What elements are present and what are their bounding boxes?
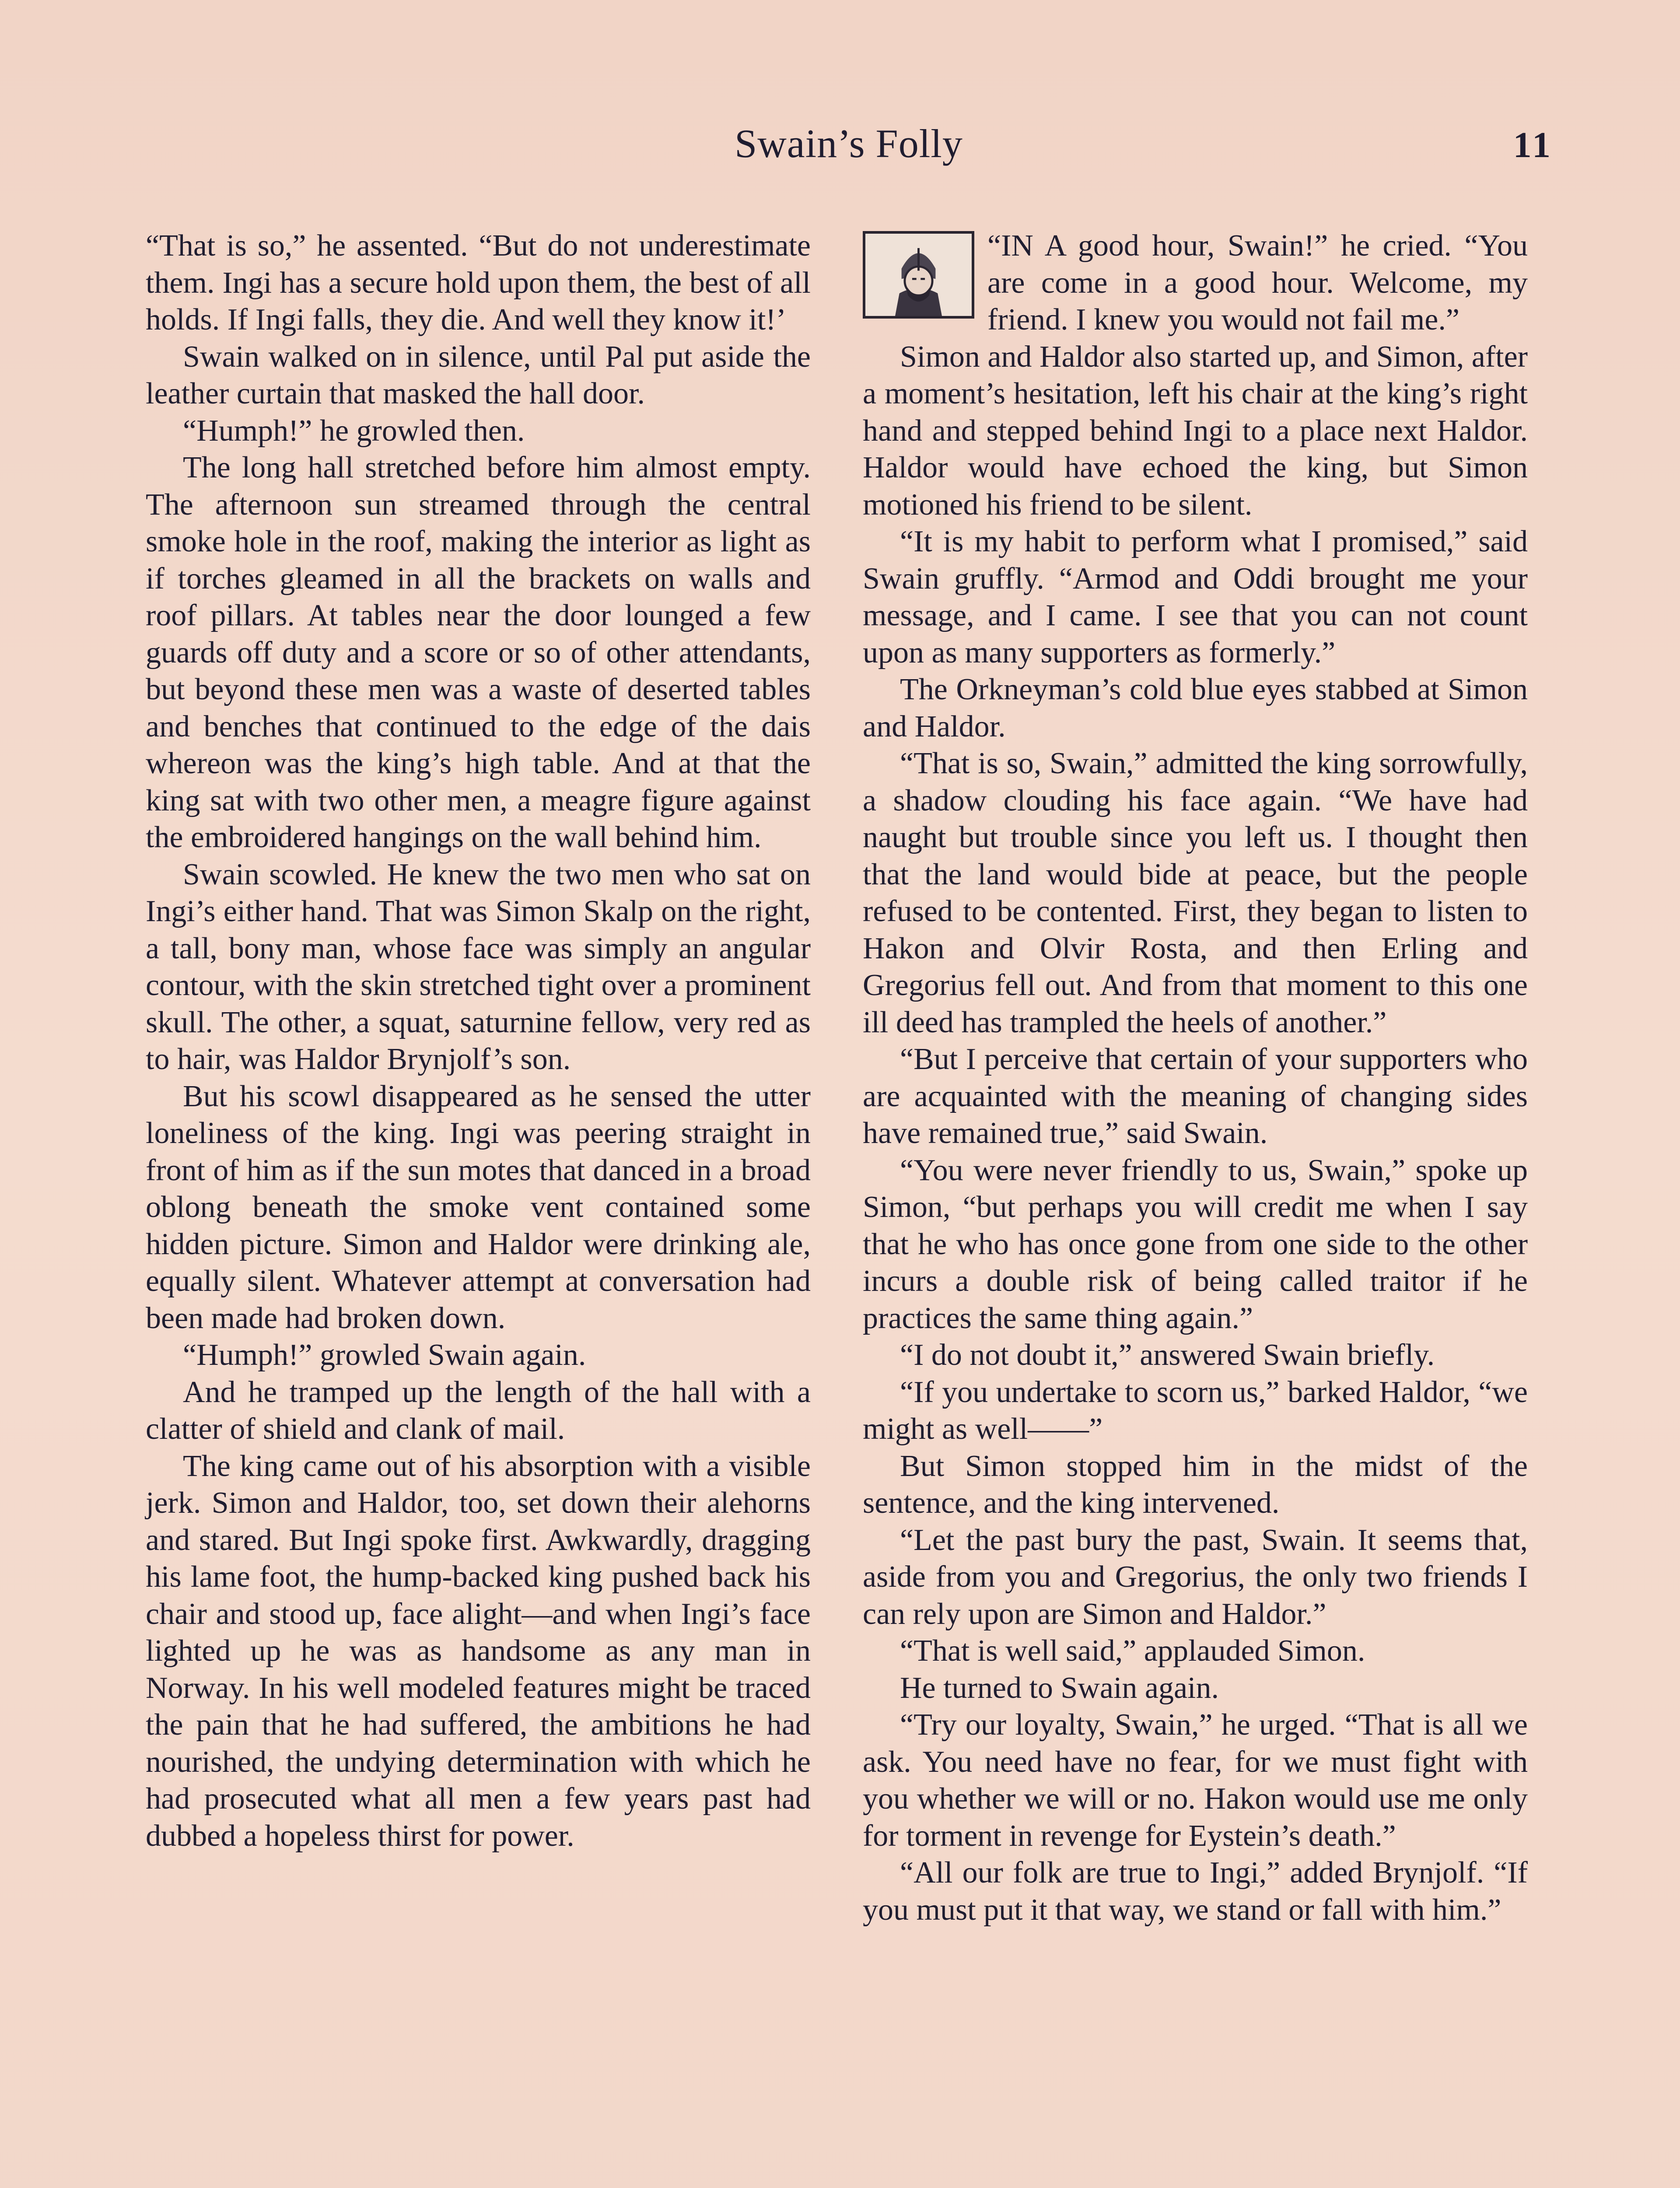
paragraph: “But I perceive that certain of your supporters who are acquainted with the meaning of changing sides have remained true,” said Swain. [863, 1042, 1528, 1150]
running-header [144, 120, 1553, 182]
paragraph: And he tramped up the length of the hall with a clatter of shield and clank of mail. [146, 1375, 811, 1446]
paragraph: “Try our loyalty, Swain,” he urged. “That is all we ask. You need have no fear, for we must fight with you whether we will or no. Hakon would use me only for torment in revenge for Eystein’s death.” [863, 1708, 1528, 1853]
paragraph: “It is my habit to perform what I promised,” said Swain gruffly. “Armod and Oddi brought me your message, and I came. I see that you can not count upon as many supporters as formerly.” [863, 525, 1528, 670]
paragraph: “That is so,” he assented. “But do not underestimate them. Ingi has a secure hold upon them, the best of all holds. If Ingi falls, they die. And well they know it!’ [146, 229, 811, 337]
paragraph: Swain walked on in silence, until Pal put aside the leather curtain that masked the hall door. [146, 340, 811, 410]
left-text-column [146, 228, 811, 1855]
paragraph: “Let the past bury the past, Swain. It seems that, aside from you and Gregorius, the only two friends I can rely upon are Simon and Haldor.” [863, 1523, 1528, 1631]
page-title: Swain’s Folly [735, 121, 963, 166]
paragraph: Swain scowled. He knew the two men who sat on Ingi’s either hand. That was Simon Skalp on the right, a tall, bony man, whose face was simply an angular contour, with the skin stretched tight over a prominent skull. The other, a squat, saturnine fellow, very red as to hair, was Haldor Brynjolf’s son. [146, 857, 811, 1076]
paragraph: Simon and Haldor also started up, and Simon, after a moment’s hesitation, left his chair at the king’s right hand and stepped behind Ingi to a place next Haldor. Haldor would have echoed the king, but Simon motioned his friend to be silent. [863, 340, 1528, 522]
paragraph: The long hall stretched before him almost empty. The afternoon sun streamed through the central smoke hole in the roof, making the interior as light as if torches gleamed in all the brackets on walls and roof pillars. At tables near the door lounged a few guards off duty and a score or so of other attendants, but beyond these men was a waste of deserted tables and benches that continued to the edge of the dais whereon was the king’s high table. And at that the king sat with two other men, a meagre figure against the embroidered hangings on the wall behind him. [146, 451, 811, 854]
paragraph: “I do not doubt it,” answered Swain briefly. [900, 1338, 1435, 1372]
paragraph: “Humph!” he growled then. [183, 414, 525, 448]
paragraph: But his scowl disappeared as he sensed the utter loneliness of the king. Ingi was peering straight in front of him as if the sun motes that danced in a broad oblong beneath the smoke vent contained some hidden picture. Simon and Haldor were drinking ale, equally silent. Whatever attempt at conversation had been made had broken down. [146, 1079, 811, 1335]
paragraph: “That is well said,” applauded Simon. [900, 1634, 1365, 1668]
right-text-column [863, 228, 1528, 1929]
paragraph: “Humph!” growled Swain again. [183, 1338, 586, 1372]
paragraph: “All our folk are true to Ingi,” added Brynjolf. “If you must put it that way, we stand or fall with him.” [863, 1856, 1528, 1927]
paragraph: He turned to Swain again. [900, 1671, 1219, 1705]
paragraph: The king came out of his absorption with a visible jerk. Simon and Haldor, too, set down their alehorns and stared. But Ingi spoke first. Awkwardly, dragging his lame foot, the hump-backed king pushed back his chair and stood up, face alight—and when Ingi’s face lighted up he was as handsome as any man in Norway. In his well modeled features might be traced the pain that he had suffered, the ambitions he had nourished, the undying determination with which he had prosecuted what all men a few years past had dubbed a hopeless thirst for power. [146, 1449, 811, 1853]
paragraph: But Simon stopped him in the midst of the sentence, and the king intervened. [863, 1449, 1528, 1520]
page-number: 11 [1513, 125, 1553, 165]
paragraph: “IN A good hour, Swain!” he cried. “You are come in a good hour. Welcome, my friend. I knew you would not fail me.” [987, 229, 1528, 337]
viking-portrait-icon [863, 231, 974, 319]
paragraph: “You were never friendly to us, Swain,” spoke up Simon, “but perhaps you will credit me when I say that he who has once gone from one side to the other incurs a double risk of being called traitor if he practices the same thing again.” [863, 1153, 1528, 1335]
paragraph: The Orkneyman’s cold blue eyes stabbed at Simon and Haldor. [863, 673, 1528, 743]
paragraph: “That is so, Swain,” admitted the king sorrowfully, a shadow clouding his face again. “We have had naught but trouble since you left us. I thought then that the land would bide at peace, but the people refused to be contented. First, they began to listen to Hakon and Olvir Rosta, and then Erling and Gregorius fell out. And from that moment to this one ill deed has trampled the heels of another.” [863, 747, 1528, 1039]
paragraph: “If you undertake to scorn us,” barked Haldor, “we might as well——” [863, 1375, 1528, 1446]
